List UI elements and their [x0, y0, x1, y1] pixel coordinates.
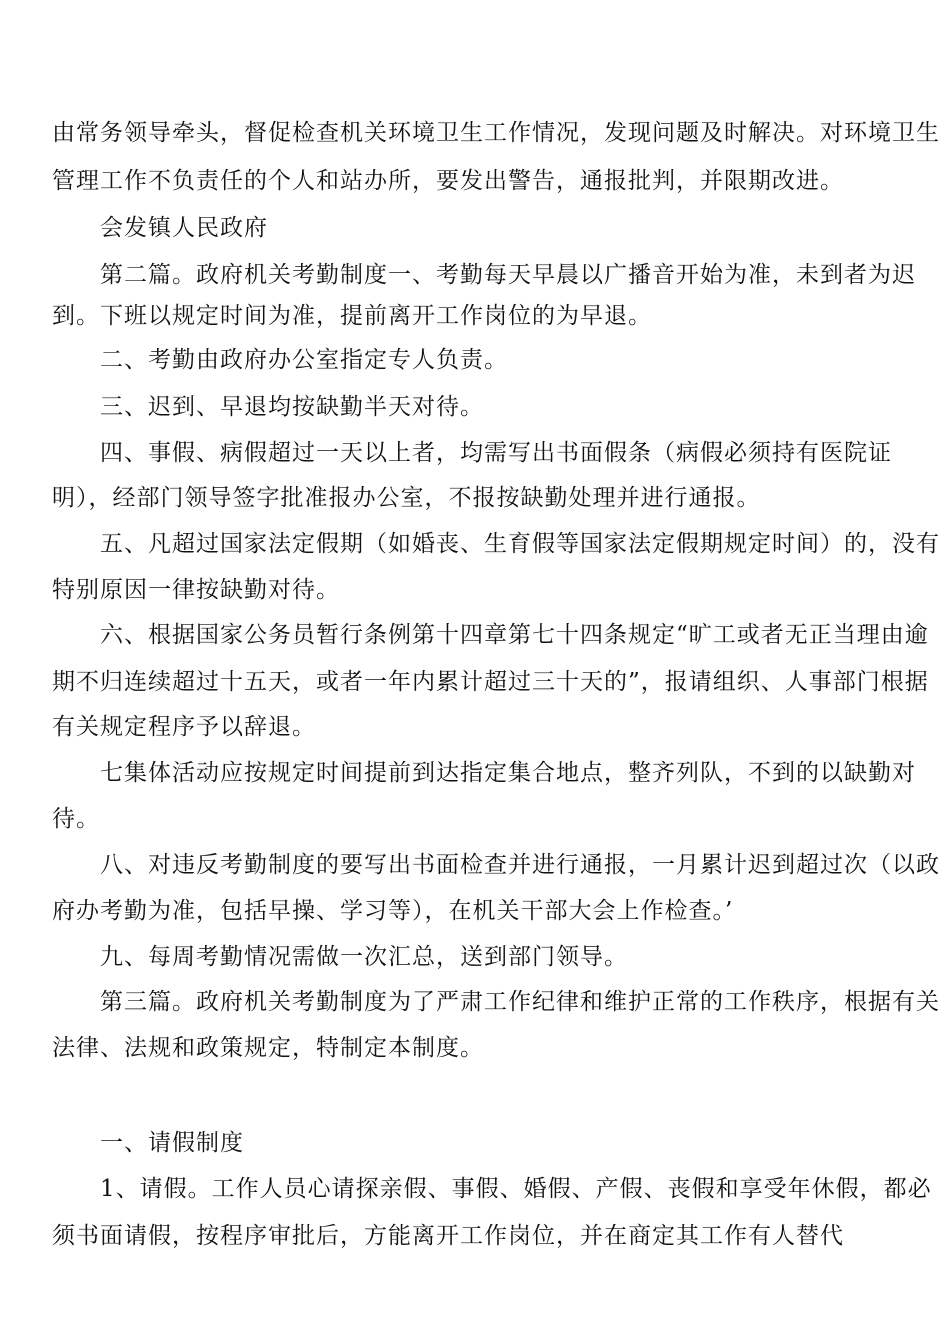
text-line: 明），经部门领导签字批准报办公室，不报按缺勤处理并进行通报。	[52, 485, 761, 511]
text-line: 到。下班以规定时间为准，提前离开工作岗位的为早退。	[52, 303, 652, 329]
text-line: 第二篇。政府机关考勤制度一、考勤每天早晨以广播音开始为准，未到者为迟	[100, 262, 916, 288]
text-line: 由常务领导牵头，督促检查机关环境卫生工作情况，发现问题及时解决。对环境卫生	[52, 120, 940, 146]
text-line: 二、考勤由政府办公室指定专人负责。	[100, 347, 508, 373]
text-line: 特别原因一律按缺勤对待。	[52, 577, 340, 603]
text-line: 九、每周考勤情况需做一次汇总，送到部门领导。	[100, 944, 628, 970]
text-line: 有关规定程序予以辞退。	[52, 714, 316, 740]
text-line: 七集体活动应按规定时间提前到达指定集合地点，整齐列队，不到的以缺勤对	[100, 760, 916, 786]
text-line: 法律、法规和政策规定，特制定本制度。	[52, 1035, 484, 1061]
text-line: 待。	[52, 806, 100, 832]
text-line: 八、对违反考勤制度的要写出书面检查并进行通报，一月累计迟到超过次（以政	[100, 852, 940, 878]
text-line: 府办考勤为准，包括早操、学习等），在机关干部大会上作检查。’	[52, 898, 734, 924]
text-line: 第三篇。政府机关考勤制度为了严肃工作纪律和维护正常的工作秩序，根据有关	[100, 989, 940, 1015]
text-line: 五、凡超过国家法定假期（如婚丧、生育假等国家法定假期规定时间）的，没有	[100, 531, 940, 557]
text-line: 四、事假、病假超过一天以上者，均需写出书面假条（病假必须持有医院证	[100, 440, 892, 466]
text-line: 1、请假。工作人员心请探亲假、事假、婚假、产假、丧假和享受年休假，都必	[100, 1176, 932, 1202]
text-line: 须书面请假，按程序审批后，方能离开工作岗位，并在商定其工作有人替代	[52, 1223, 844, 1249]
section-heading: 一、请假制度	[100, 1130, 244, 1156]
text-line: 会发镇人民政府	[100, 215, 268, 241]
text-line: 三、迟到、早退均按缺勤半天对待。	[100, 394, 484, 420]
text-line: 六、根据国家公务员暂行条例第十四章第七十四条规定“旷工或者无正当理由逾	[100, 622, 929, 648]
text-line: 管理工作不负责任的个人和站办所，要发出警告，通报批判，并限期改进。	[52, 168, 844, 194]
text-line: 期不归连续超过十五天，或者一年内累计超过三十天的”，报请组织、人事部门根据	[52, 669, 929, 695]
